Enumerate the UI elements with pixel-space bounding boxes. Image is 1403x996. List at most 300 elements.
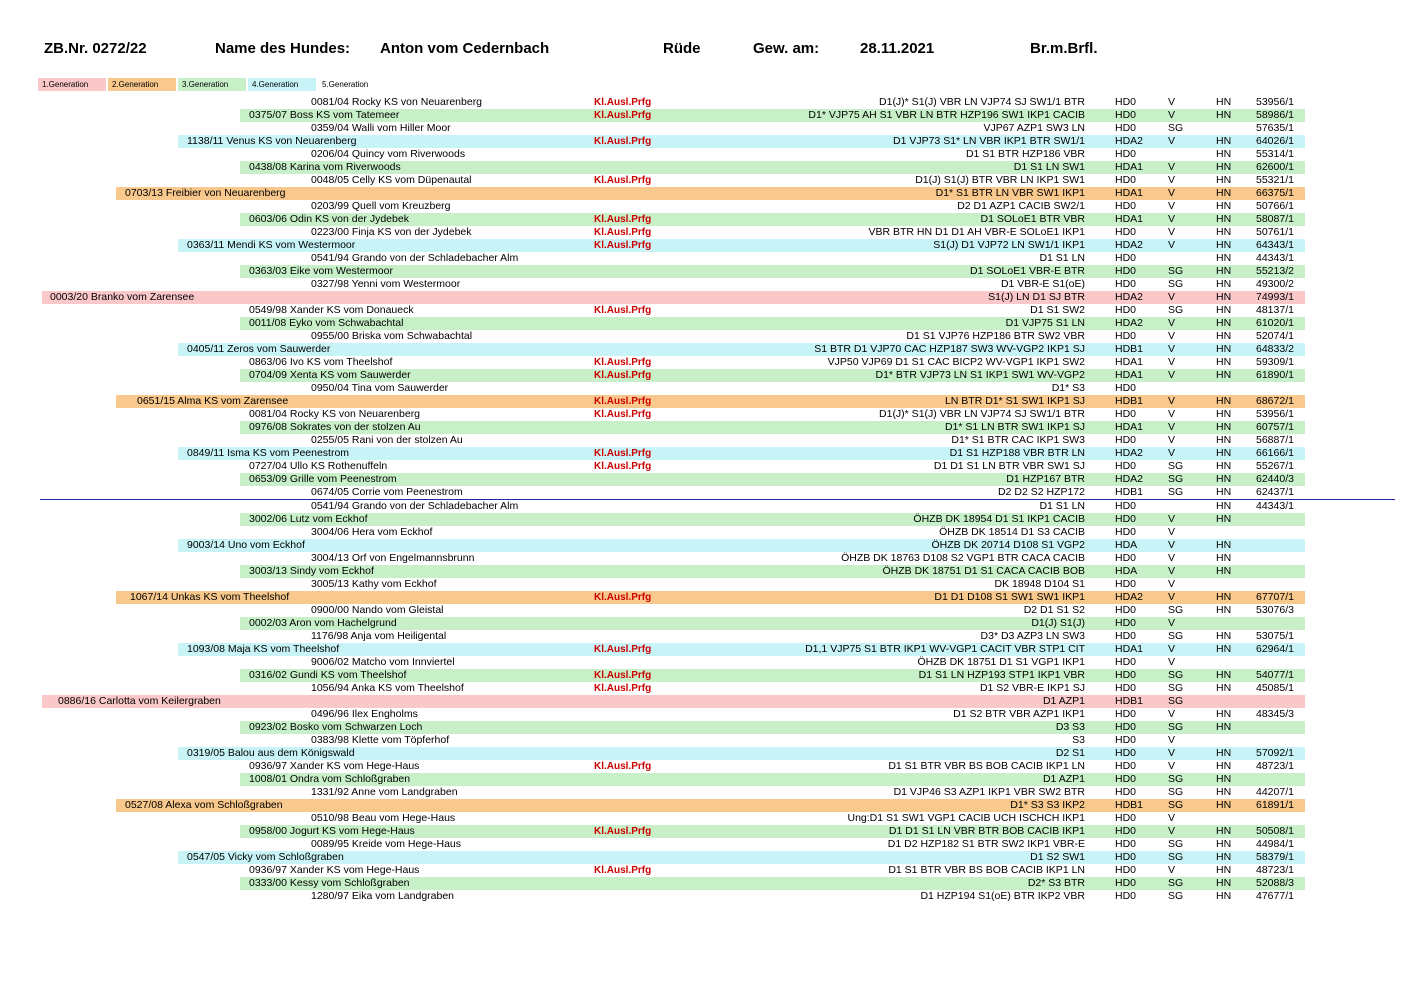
dog-name: 0703/13 Freibier von Neuarenberg (125, 187, 286, 199)
pedigree-row (0, 695, 1403, 708)
zb-number-value: 55267/1 (1256, 460, 1294, 472)
pedigree-row (0, 382, 1403, 395)
dog-name: 0255/05 Rani von der stolzen Au (311, 434, 463, 446)
pruefung-badge: Kl.Ausl.Prfg (594, 305, 652, 316)
form-value: V (1168, 617, 1176, 629)
dog-name: 1093/08 Maja KS vom Theelshof (187, 643, 340, 655)
pedigree-row (0, 838, 1403, 851)
hd-value: HD0 (1115, 682, 1137, 694)
results-list: ÖHZB DK 18763 D108 S2 VGP1 BTR CACA CACIB (841, 552, 1085, 564)
pedigree-row (0, 265, 1403, 278)
pedigree-header (0, 40, 1403, 64)
hd-value: HD0 (1115, 890, 1137, 902)
hd-value: HDA1 (1115, 187, 1144, 199)
results-list: D1 D2 HZP182 S1 BTR SW2 IKP1 VBR-E (887, 838, 1085, 850)
zb-number-value: 68672/1 (1256, 395, 1294, 407)
birthdate-label: Gew. am: (753, 40, 820, 57)
generation-4-label: 4.Generation (248, 78, 316, 91)
hd-value: HD0 (1115, 552, 1137, 564)
hd-value: HDA2 (1115, 239, 1144, 251)
form-value: SG (1168, 682, 1184, 694)
hn-value: HN (1216, 174, 1232, 186)
pedigree-row (0, 578, 1403, 591)
pedigree-row (0, 369, 1403, 382)
hn-value: HN (1216, 682, 1232, 694)
results-list: VJP67 AZP1 SW3 LN (983, 122, 1085, 134)
pruefung-badge: Kl.Ausl.Prfg (594, 357, 652, 368)
zb-number-value: 57092/1 (1256, 747, 1294, 759)
dog-name: 0003/20 Branko vom Zarensee (50, 291, 195, 303)
pedigree-row (0, 148, 1403, 161)
dog-name: 0603/06 Odin KS von der Jydebek (249, 213, 409, 225)
form-value: SG (1168, 604, 1184, 616)
dog-name: 0955/00 Briska vom Schwabachtal (311, 330, 473, 342)
hn-value: HN (1216, 395, 1232, 407)
hd-value: HDA2 (1115, 447, 1144, 459)
form-value: V (1168, 747, 1176, 759)
zb-number-value: 64343/1 (1256, 239, 1294, 251)
results-list: D1(J)* S1(J) VBR LN VJP74 SJ SW1/1 BTR (879, 408, 1085, 420)
pedigree-row (0, 395, 1403, 408)
form-value: V (1168, 421, 1176, 433)
pedigree-row (0, 486, 1403, 499)
hd-value: HDA2 (1115, 135, 1144, 147)
form-value: V (1168, 526, 1176, 538)
hd-value: HD0 (1115, 434, 1137, 446)
hn-value: HN (1216, 708, 1232, 720)
results-list: ÖHZB DK 20714 D108 S1 VGP2 (931, 539, 1085, 551)
dog-name: 1138/11 Venus KS von Neuarenberg (187, 135, 357, 147)
pedigree-row (0, 565, 1403, 578)
pedigree-row (0, 747, 1403, 760)
results-list: D1 S1 LN (1039, 252, 1085, 264)
hd-value: HD0 (1115, 408, 1137, 420)
form-value: SG (1168, 799, 1184, 811)
zb-number: ZB.Nr. 0272/22 (44, 40, 147, 57)
pedigree-row (0, 630, 1403, 643)
hd-value: HD0 (1115, 877, 1137, 889)
pedigree-row (0, 226, 1403, 239)
hn-value: HN (1216, 239, 1232, 251)
hd-value: HDB1 (1115, 695, 1144, 707)
form-value: V (1168, 812, 1176, 824)
hd-value: HD0 (1115, 382, 1137, 394)
zb-number-value: 55213/2 (1256, 265, 1294, 277)
pedigree-row (0, 734, 1403, 747)
hd-value: HD0 (1115, 708, 1137, 720)
hd-value: HD0 (1115, 656, 1137, 668)
pedigree-row (0, 539, 1403, 552)
results-list: D1 S1 VJP76 HZP186 BTR SW2 VBR (906, 330, 1085, 342)
dog-name: 0704/09 Xenta KS vom Sauwerder (249, 369, 411, 381)
hd-value: HDB1 (1115, 799, 1144, 811)
pruefung-badge: Kl.Ausl.Prfg (594, 409, 652, 420)
form-value: V (1168, 161, 1176, 173)
dog-name: 0863/06 Ivo KS vom Theelshof (249, 356, 393, 368)
dog-name: 3004/06 Hera vom Eckhof (311, 526, 433, 538)
hn-value: HN (1216, 330, 1232, 342)
results-list: ÖHZB DK 18514 D1 S3 CACIB (939, 526, 1085, 538)
form-value: SG (1168, 890, 1184, 902)
results-list: S1(J) LN D1 SJ BTR (988, 291, 1085, 303)
results-list: D1* S1 BTR LN VBR SW1 IKP1 (935, 187, 1085, 199)
hd-value: HDA2 (1115, 291, 1144, 303)
pedigree-row (0, 421, 1403, 434)
dog-name: 0549/98 Xander KS vom Donaueck (249, 304, 414, 316)
hd-value: HD0 (1115, 617, 1137, 629)
hd-value: HD0 (1115, 864, 1137, 876)
pedigree-row (0, 135, 1403, 148)
hn-value: HN (1216, 513, 1232, 525)
form-value: V (1168, 135, 1176, 147)
results-list: D3* D3 AZP3 LN SW3 (980, 630, 1085, 642)
hd-value: HDA1 (1115, 643, 1144, 655)
form-value: SG (1168, 786, 1184, 798)
hn-value: HN (1216, 591, 1232, 603)
row-highlight (240, 109, 1305, 122)
zb-number-value: 53075/1 (1256, 630, 1294, 642)
hd-value: HD0 (1115, 226, 1137, 238)
form-value: V (1168, 447, 1176, 459)
hd-value: HDA1 (1115, 213, 1144, 225)
form-value: V (1168, 317, 1176, 329)
results-list: D1 S2 SW1 (1030, 851, 1085, 863)
hn-value: HN (1216, 447, 1232, 459)
dog-name: 0936/97 Xander KS vom Hege-Haus (249, 760, 420, 772)
hn-value: HN (1216, 721, 1232, 733)
hd-value: HD0 (1115, 460, 1137, 472)
dog-sex: Rüde (663, 40, 701, 57)
hn-value: HN (1216, 109, 1232, 121)
dog-name: 0089/95 Kreide vom Hege-Haus (311, 838, 462, 850)
hd-value: HD0 (1115, 265, 1137, 277)
pruefung-badge: Kl.Ausl.Prfg (594, 865, 652, 876)
results-list: D1 SOLoE1 BTR VBR (980, 213, 1085, 225)
dog-name-label: Name des Hundes: (215, 40, 351, 57)
hd-value: HD0 (1115, 304, 1137, 316)
dog-name: 0405/11 Zeros vom Sauwerder (187, 343, 331, 355)
zb-number-value: 62600/1 (1256, 161, 1294, 173)
hn-value: HN (1216, 825, 1232, 837)
results-list: D1 AZP1 (1042, 773, 1085, 785)
zb-number-value: 62964/1 (1256, 643, 1294, 655)
hd-value: HD0 (1115, 200, 1137, 212)
zb-number-value: 53956/1 (1256, 408, 1294, 420)
pedigree-row (0, 643, 1403, 656)
generation-5-label: 5.Generation (318, 78, 386, 91)
pruefung-badge: Kl.Ausl.Prfg (594, 240, 652, 251)
hn-value: HN (1216, 278, 1232, 290)
pedigree-row (0, 356, 1403, 369)
hn-value: HN (1216, 473, 1232, 485)
results-list: D1 HZP194 S1(oE) BTR IKP2 VBR (920, 890, 1085, 902)
zb-number-value: 62440/3 (1256, 473, 1294, 485)
hn-value: HN (1216, 838, 1232, 850)
pruefung-badge: Kl.Ausl.Prfg (594, 461, 652, 472)
form-value: V (1168, 200, 1176, 212)
results-list: D1 AZP1 (1042, 695, 1085, 707)
hn-value: HN (1216, 213, 1232, 225)
form-value: V (1168, 656, 1176, 668)
form-value: V (1168, 369, 1176, 381)
hd-value: HD0 (1115, 500, 1137, 512)
dog-name: 0081/04 Rocky KS von Neuarenberg (249, 408, 421, 420)
pruefung-badge: Kl.Ausl.Prfg (594, 227, 652, 238)
hd-value: HD0 (1115, 838, 1137, 850)
zb-number-value: 44343/1 (1256, 500, 1294, 512)
hd-value: HD0 (1115, 526, 1137, 538)
pedigree-row (0, 447, 1403, 460)
results-list: D1 VJP73 S1* LN VBR IKP1 BTR SW1/1 (893, 135, 1085, 147)
zb-number-value: 58087/1 (1256, 213, 1294, 225)
results-list: D1 VJP75 S1 LN (1005, 317, 1085, 329)
dog-name: 0547/05 Vicky vom Schloßgraben (187, 851, 344, 863)
dog-name: 0375/07 Boss KS vom Tatemeer (249, 109, 400, 121)
hd-value: HDA2 (1115, 473, 1144, 485)
dog-name: 0886/16 Carlotta vom Keilergraben (58, 695, 221, 707)
results-list: D1,1 VJP75 S1 BTR IKP1 WV-VGP1 CACIT VBR STP1 CIT (805, 643, 1085, 655)
results-list: D1 S1 SW2 (1030, 304, 1085, 316)
dog-name: 0363/11 Mendi KS vom Westermoor (187, 239, 356, 251)
zb-number-value: 44207/1 (1256, 786, 1294, 798)
pedigree-row (0, 278, 1403, 291)
hd-value: HDA1 (1115, 369, 1144, 381)
form-value: V (1168, 552, 1176, 564)
form-value: V (1168, 643, 1176, 655)
pedigree-row (0, 239, 1403, 252)
zb-number-value: 48723/1 (1256, 864, 1294, 876)
results-list: D2 S1 (1055, 747, 1085, 759)
zb-number-value: 61020/1 (1256, 317, 1294, 329)
zb-number-value: 44984/1 (1256, 838, 1294, 850)
dog-name: 0048/05 Celly KS vom Düpenautal (311, 174, 472, 186)
results-list: S1 BTR D1 VJP70 CAC HZP187 SW3 WV-VGP2 IKP1 SJ (814, 343, 1085, 355)
hd-value: HDA2 (1115, 317, 1144, 329)
dog-name: 0923/02 Bosko vom Schwarzen Loch (249, 721, 423, 733)
hn-value: HN (1216, 669, 1232, 681)
hd-value: HDA (1115, 565, 1138, 577)
form-value: SG (1168, 304, 1184, 316)
birthdate-value: 28.11.2021 (860, 40, 935, 57)
pedigree-row (0, 864, 1403, 877)
pedigree-row (0, 591, 1403, 604)
form-value: SG (1168, 877, 1184, 889)
zb-number-value: 48345/3 (1256, 708, 1294, 720)
hd-value: HD0 (1115, 604, 1137, 616)
hn-value: HN (1216, 304, 1232, 316)
zb-number-value: 52074/1 (1256, 330, 1294, 342)
hd-value: HD0 (1115, 812, 1137, 824)
pedigree-row (0, 877, 1403, 890)
results-list: D1(J) S1(J) BTR VBR LN IKP1 SW1 (915, 174, 1085, 186)
form-value: V (1168, 226, 1176, 238)
hd-value: HD0 (1115, 630, 1137, 642)
results-list: D1* S3 (1051, 382, 1085, 394)
form-value: V (1168, 213, 1176, 225)
form-value: V (1168, 734, 1176, 746)
row-highlight (240, 565, 1305, 578)
zb-number-value: 48137/1 (1256, 304, 1294, 316)
results-list: D1(J) S1(J) (1031, 617, 1085, 629)
form-value: SG (1168, 695, 1184, 707)
hn-value: HN (1216, 187, 1232, 199)
form-value: V (1168, 356, 1176, 368)
hd-value: HD0 (1115, 734, 1137, 746)
results-list: D1* BTR VJP73 LN S1 IKP1 SW1 WV-VGP2 (875, 369, 1085, 381)
hn-value: HN (1216, 356, 1232, 368)
zb-number-value: 64833/2 (1256, 343, 1294, 355)
results-list: D2 D2 S2 HZP172 (998, 486, 1085, 498)
zb-number-value: 60757/1 (1256, 421, 1294, 433)
hd-value: HD0 (1115, 721, 1137, 733)
pedigree-row (0, 552, 1403, 565)
results-list: D1* S1 BTR CAC IKP1 SW3 (951, 434, 1085, 446)
results-list: ÖHZB DK 18751 D1 S1 VGP1 IKP1 (917, 656, 1085, 668)
hn-value: HN (1216, 434, 1232, 446)
pedigree-row (0, 890, 1403, 903)
zb-number-value: 45085/1 (1256, 682, 1294, 694)
pruefung-badge: Kl.Ausl.Prfg (594, 136, 652, 147)
form-value: V (1168, 187, 1176, 199)
results-list: D2 D1 AZP1 CACIB SW2/1 (957, 200, 1085, 212)
hd-value: HD0 (1115, 747, 1137, 759)
pedigree-row (0, 252, 1403, 265)
dog-name: 9003/14 Uno vom Eckhof (187, 539, 305, 551)
form-value: V (1168, 864, 1176, 876)
row-highlight (240, 513, 1305, 526)
hn-value: HN (1216, 486, 1232, 498)
dog-name: 1067/14 Unkas KS vom Theelshof (130, 591, 290, 603)
dog-name: 3003/13 Sindy vom Eckhof (249, 565, 374, 577)
dog-name: 0333/00 Kessy vom Schloßgraben (249, 877, 410, 889)
hd-value: HDB1 (1115, 486, 1144, 498)
pruefung-badge: Kl.Ausl.Prfg (594, 448, 652, 459)
form-value: SG (1168, 721, 1184, 733)
hn-value: HN (1216, 786, 1232, 798)
pedigree-row (0, 500, 1403, 513)
hn-value: HN (1216, 565, 1232, 577)
dog-name: 3002/06 Lutz vom Eckhof (249, 513, 368, 525)
hn-value: HN (1216, 291, 1232, 303)
hn-value: HN (1216, 747, 1232, 759)
pedigree-row (0, 708, 1403, 721)
results-list: D1 D1 S1 LN BTR VBR SW1 SJ (933, 460, 1085, 472)
pedigree-row (0, 773, 1403, 786)
dog-name: 0363/03 Eike vom Westermoor (249, 265, 393, 277)
zb-number-value: 66166/1 (1256, 447, 1294, 459)
dog-name: 0203/99 Quell vom Kreuzberg (311, 200, 451, 212)
form-value: V (1168, 565, 1176, 577)
zb-number-value: 49300/2 (1256, 278, 1294, 290)
results-list: D1 VJP46 S3 AZP1 IKP1 VBR SW2 BTR (893, 786, 1085, 798)
zb-number-value: 47677/1 (1256, 890, 1294, 902)
results-list: VBR BTR HN D1 D1 AH VBR-E SOLoE1 IKP1 (868, 226, 1085, 238)
pedigree-row (0, 291, 1403, 304)
zb-number-value: 61891/1 (1256, 799, 1294, 811)
hd-value: HD0 (1115, 786, 1137, 798)
results-list: D3 S3 (1055, 721, 1085, 733)
results-list: D1 S1 BTR VBR BS BOB CACIB IKP1 LN (888, 760, 1085, 772)
dog-name: 0900/00 Nando vom Gleistal (311, 604, 444, 616)
pedigree-row (0, 656, 1403, 669)
results-list: D1 D1 D108 S1 SW1 SW1 IKP1 (934, 591, 1085, 603)
hd-value: HDA2 (1115, 591, 1144, 603)
form-value: SG (1168, 838, 1184, 850)
dog-name: 0651/15 Alma KS vom Zarensee (137, 395, 289, 407)
form-value: SG (1168, 851, 1184, 863)
hn-value: HN (1216, 460, 1232, 472)
dog-name: 0081/04 Rocky KS von Neuarenberg (311, 96, 483, 108)
zb-number-value: 44343/1 (1256, 252, 1294, 264)
form-value: SG (1168, 486, 1184, 498)
hn-value: HN (1216, 226, 1232, 238)
results-list: D1* VJP75 AH S1 VBR LN BTR HZP196 SW1 IKP1 CACIB (808, 109, 1085, 121)
form-value: V (1168, 239, 1176, 251)
hd-value: HD0 (1115, 851, 1137, 863)
dog-name: 0653/09 Grille vom Peenestrom (249, 473, 397, 485)
dog-name: 0936/97 Xander KS vom Hege-Haus (249, 864, 420, 876)
hn-value: HN (1216, 604, 1232, 616)
dog-name: 0496/96 Ilex Engholms (311, 708, 418, 720)
form-value: V (1168, 578, 1176, 590)
hn-value: HN (1216, 864, 1232, 876)
hn-value: HN (1216, 408, 1232, 420)
hn-value: HN (1216, 539, 1232, 551)
form-value: V (1168, 825, 1176, 837)
dog-name: 0223/00 Finja KS von der Jydebek (311, 226, 472, 238)
form-value: SG (1168, 460, 1184, 472)
hn-value: HN (1216, 317, 1232, 329)
zb-number-value: 57635/1 (1256, 122, 1294, 134)
hd-value: HD0 (1115, 669, 1137, 681)
pedigree-row (0, 174, 1403, 187)
results-list: S3 (1072, 734, 1085, 746)
pedigree-row (0, 786, 1403, 799)
dog-name: 0002/03 Aron vom Hachelgrund (249, 617, 397, 629)
pedigree-row (0, 200, 1403, 213)
dog-name: 0510/98 Beau vom Hege-Haus (311, 812, 456, 824)
results-list: VJP50 VJP69 D1 S1 CAC BICP2 WV-VGP1 IKP1 SW2 (827, 356, 1085, 368)
dog-name: 0527/08 Alexa vom Schloßgraben (125, 799, 283, 811)
results-list: LN BTR D1* S1 SW1 IKP1 SJ (944, 395, 1085, 407)
zb-number-value: 66375/1 (1256, 187, 1294, 199)
hn-value: HN (1216, 877, 1232, 889)
results-list: D1 S1 LN HZP193 STP1 IKP1 VBR (918, 669, 1085, 681)
pedigree-row (0, 213, 1403, 226)
pruefung-badge: Kl.Ausl.Prfg (594, 214, 652, 225)
results-list: D1 HZP167 BTR (1006, 473, 1085, 485)
zb-number-value: 55321/1 (1256, 174, 1294, 186)
hd-value: HDA (1115, 539, 1138, 551)
hd-value: HD0 (1115, 96, 1137, 108)
pedigree-row (0, 604, 1403, 617)
results-list: D1 S2 VBR-E IKP1 SJ (979, 682, 1085, 694)
pruefung-badge: Kl.Ausl.Prfg (594, 175, 652, 186)
hn-value: HN (1216, 369, 1232, 381)
pedigree-row (0, 669, 1403, 682)
dog-name: 1176/98 Anja vom Heiligental (311, 630, 447, 642)
results-list: D1 D1 S1 LN VBR BTR BOB CACIB IKP1 (888, 825, 1085, 837)
generation-3-label: 3.Generation (178, 78, 246, 91)
pruefung-badge: Kl.Ausl.Prfg (594, 826, 652, 837)
form-value: V (1168, 513, 1176, 525)
pedigree-row (0, 109, 1403, 122)
form-value: SG (1168, 473, 1184, 485)
pedigree-rows (0, 96, 1403, 903)
pedigree-row (0, 161, 1403, 174)
coat-marking: Br.m.Brfl. (1030, 40, 1098, 57)
zb-number-value: 64026/1 (1256, 135, 1294, 147)
